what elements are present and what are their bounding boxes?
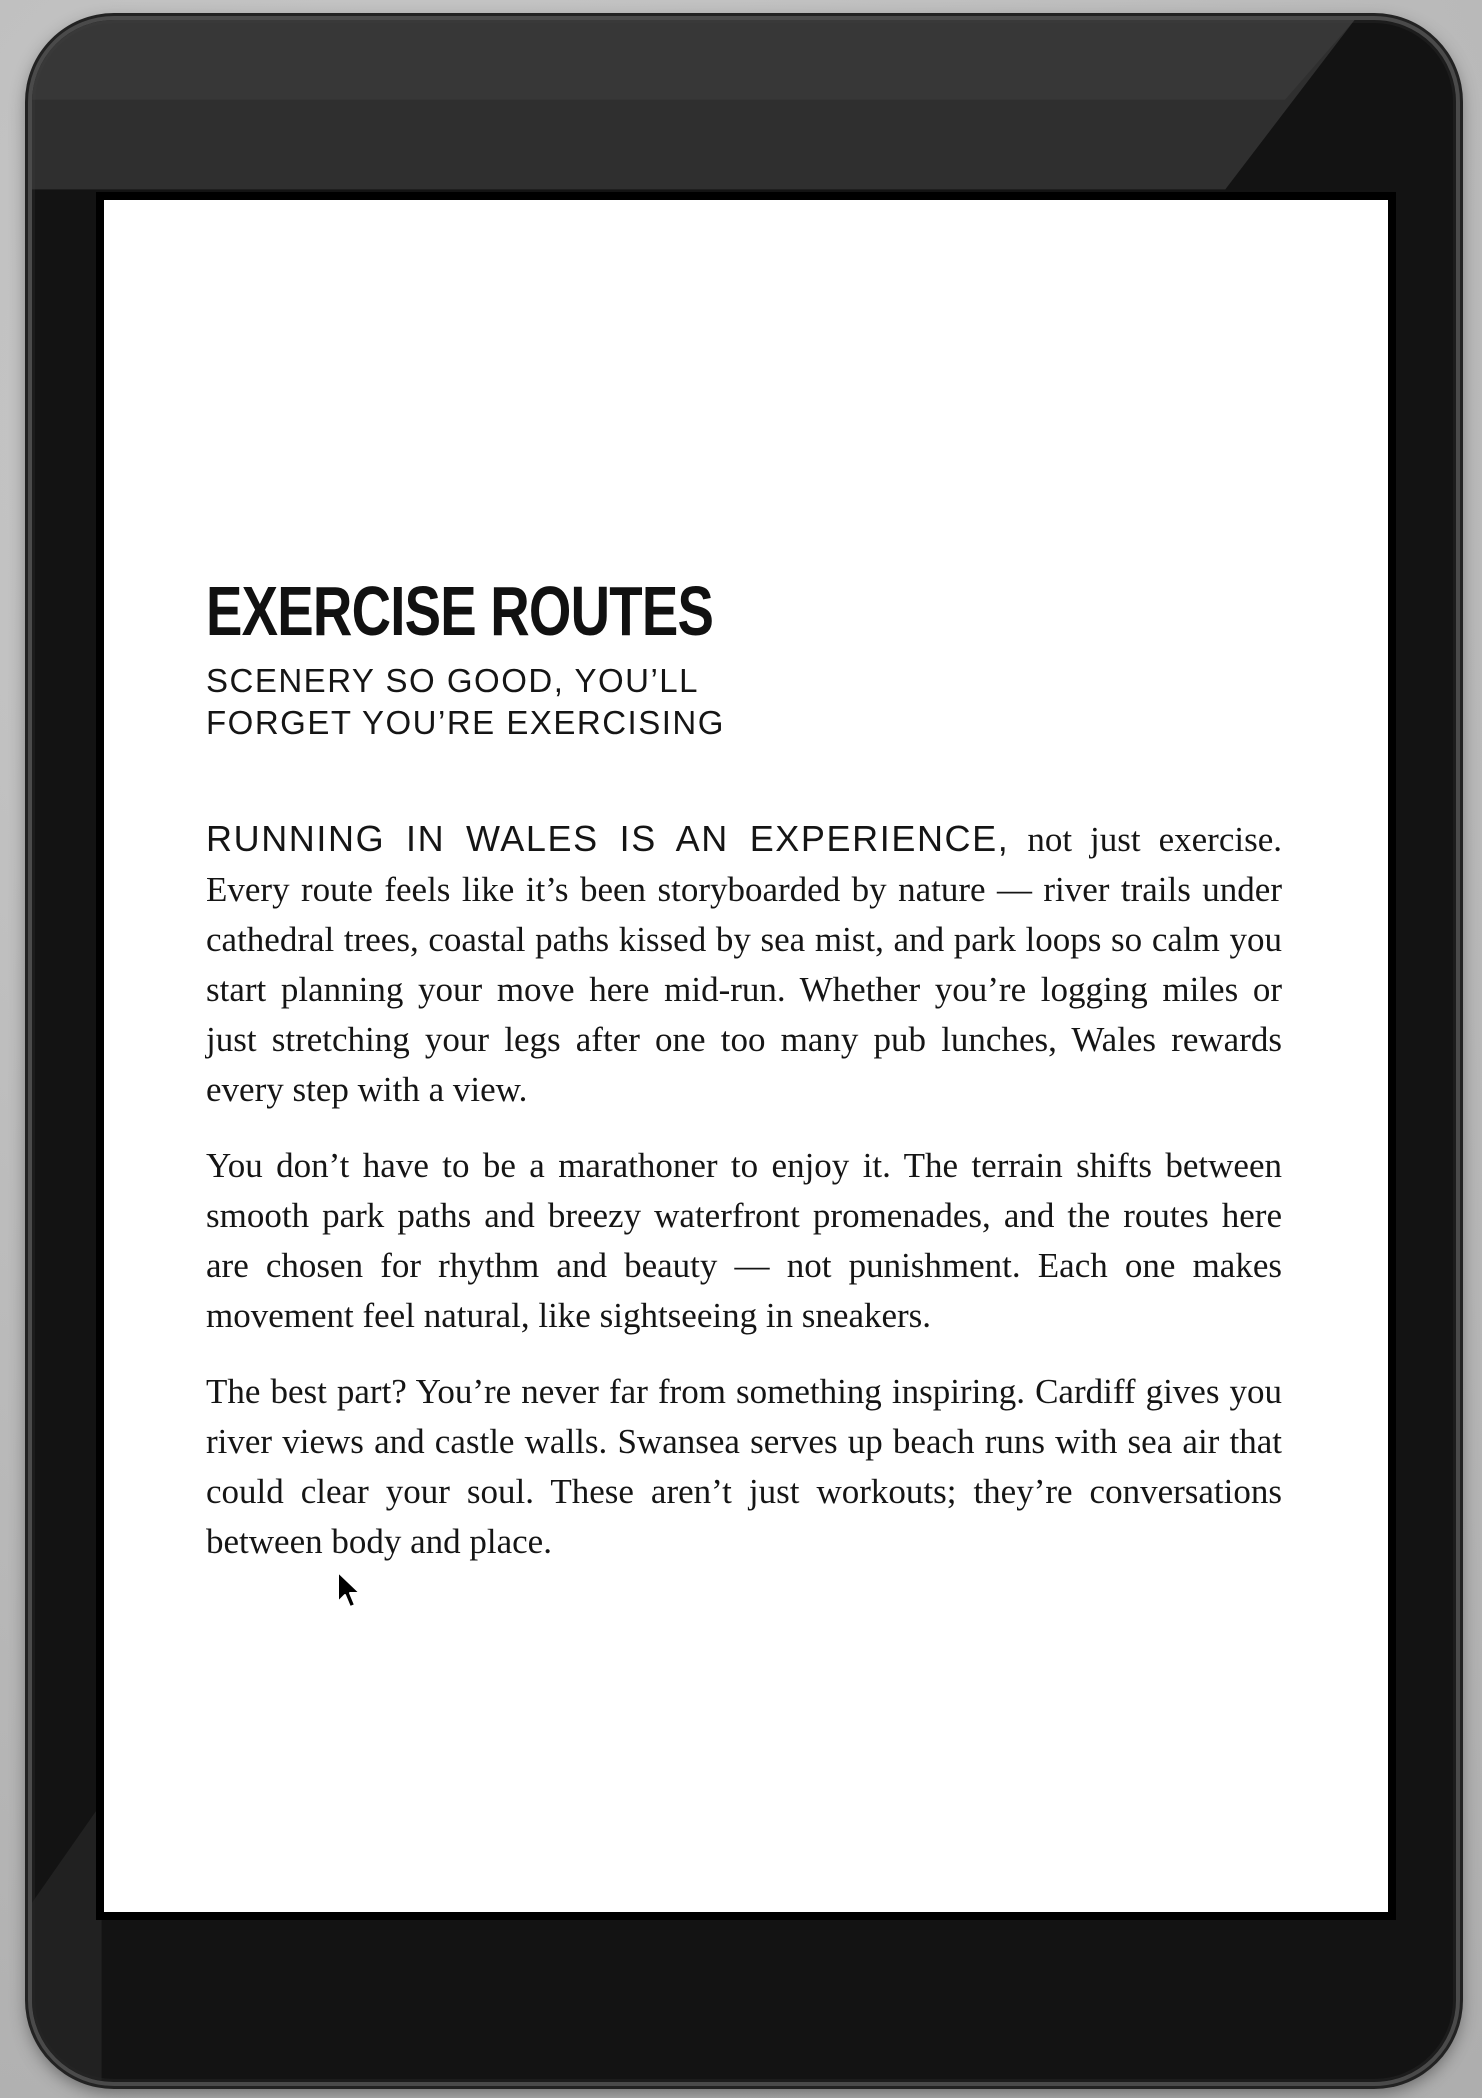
page-subtitle: SCENERY SO GOOD, YOU’LL FORGET YOU’RE EXERCISING (206, 662, 725, 741)
reader-screen[interactable] (96, 192, 1396, 1920)
article-body (206, 814, 1282, 1567)
paragraph-2: You don’t have to be a marathoner to enjoy it. The terrain shifts between smooth park paths and breezy waterfront promenades, and the routes here are chosen for rhythm and beauty — not punishment. Each one makes movement feel natural, like sightseeing in sneakers. (206, 1146, 1282, 1335)
paragraph-3: The best part? You’re never far from something inspiring. Cardiff gives you river views and castle walls. Swansea serves up beach runs with sea air that could clear your soul. These aren’t just workouts; they’re conversations between body and place. (206, 1372, 1282, 1561)
tablet-device (28, 16, 1460, 2086)
article-content (206, 572, 1282, 1593)
page-title: EXERCISE ROUTES (206, 572, 714, 650)
paragraph-1-text: not just exercise. Every route feels like it’s been storyboarded by nature — river trails under cathedral trees, coastal paths kissed by sea mist, and park loops so calm you start planning your move here mid-run. Whether you’re logging miles or just stretching your legs after one too many pub lunches, Wales rewards every step with a view. (206, 820, 1282, 1109)
paragraph-1 (206, 814, 1282, 1115)
paragraph-1-lead: RUNNING IN WALES IS AN EXPERIENCE, (206, 818, 1010, 859)
mouse-pointer-icon (336, 1570, 362, 1610)
